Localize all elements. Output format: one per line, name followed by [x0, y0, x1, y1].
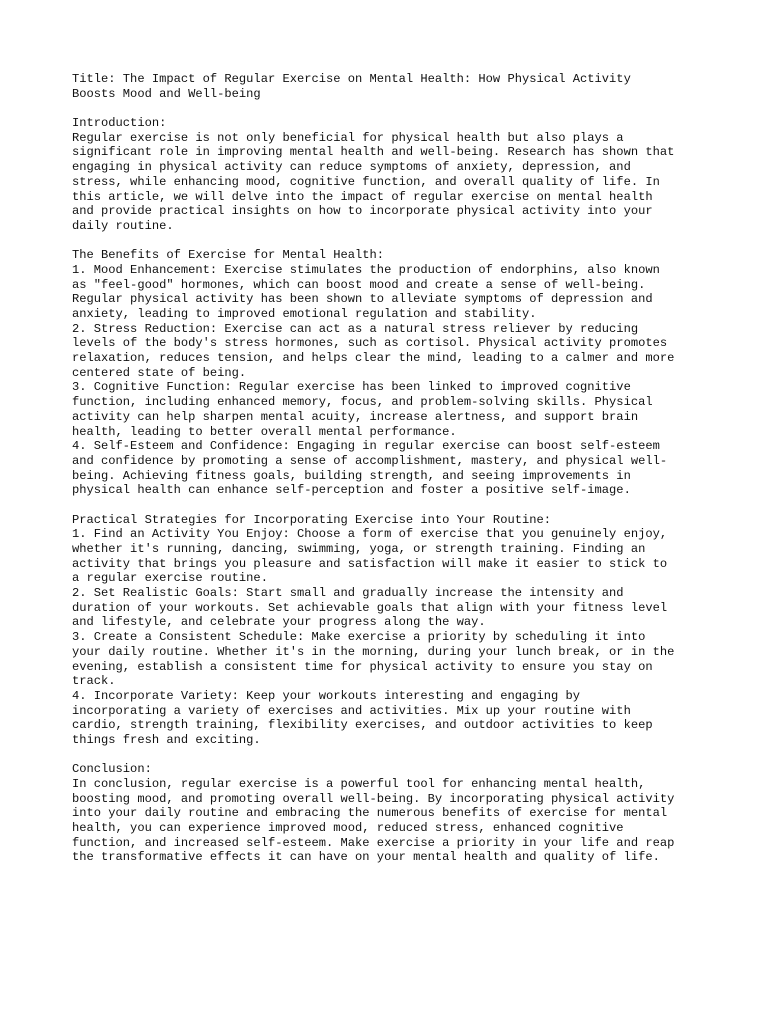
text-line: 4. Self-Esteem and Confidence: Engaging in regular exercise can boost self-esteem: [72, 439, 660, 454]
paragraph-gap: [72, 101, 712, 116]
text-line: Regular physical activity has been shown to alleviate symptoms of depression and: [72, 292, 653, 307]
text-line: centered state of being.: [72, 365, 247, 380]
text-line: into your daily routine and embracing the numerous benefits of exercise for mental: [72, 806, 668, 821]
paragraph-gap: [72, 748, 712, 763]
text-line: health, you can experience improved mood, reduced stress, enhanced cognitive: [72, 821, 624, 836]
text-line: 3. Cognitive Function: Regular exercise has been linked to improved cognitive: [72, 380, 631, 395]
text-line: physical health can enhance self-perception and foster a positive self-image.: [72, 483, 631, 498]
text-line: Regular exercise is not only beneficial for physical health but also plays a: [72, 130, 624, 145]
text-line: boosting mood, and promoting overall well-being. By incorporating physical activity: [72, 791, 675, 806]
section-conclusion: [72, 762, 712, 865]
text-line: whether it's running, dancing, swimming, yoga, or strength training. Finding an: [72, 542, 646, 556]
text-line: 2. Stress Reduction: Exercise can act as a natural stress reliever by reducing: [72, 321, 639, 336]
text-line: cardio, strength training, flexibility exercises, and outdoor activities to keep: [72, 718, 653, 733]
text-line: a regular exercise routine.: [72, 571, 268, 586]
text-line: function, including enhanced memory, focus, and problem-solving skills. Physical: [72, 395, 653, 410]
text-line: this article, we will delve into the impact of regular exercise on mental health: [72, 189, 653, 204]
text-line: being. Achieving fitness goals, building strength, and seeing improvements in: [72, 468, 631, 483]
section-heading: Practical Strategies for Incorporating Exercise into Your Routine:: [72, 512, 551, 527]
text-line: evening, establish a consistent time for physical activity to ensure you stay on: [72, 659, 653, 674]
section-heading: The Benefits of Exercise for Mental Health:: [72, 248, 385, 263]
section-lines: [72, 527, 712, 747]
text-line: and lifestyle, and celebrate your progress along the way.: [72, 615, 486, 630]
section-introduction: [72, 116, 712, 234]
text-line: activity can help sharpen mental acuity, increase alertness, and support brain: [72, 409, 639, 424]
text-line: In conclusion, regular exercise is a powerful tool for enhancing mental health,: [72, 777, 646, 791]
text-line: your daily routine. Whether it's in the morning, during your lunch break, or in the: [72, 644, 675, 659]
text-line: the transformative effects it can have on your mental health and quality of life.: [72, 850, 660, 865]
text-line: as "feel-good" hormones, which can boost mood and create a sense of well-being.: [72, 277, 646, 292]
text-line: daily routine.: [72, 218, 174, 233]
section-lines: [72, 131, 712, 234]
text-line: 3. Create a Consistent Schedule: Make exercise a priority by scheduling it into: [72, 630, 646, 645]
title-line: Title: The Impact of Regular Exercise on Mental Health: How Physical Activity: [72, 72, 631, 86]
document-title: [72, 72, 712, 101]
text-line: duration of your workouts. Set achievable goals that align with your fitness level: [72, 600, 668, 615]
text-line: engaging in physical activity can reduce symptoms of anxiety, depression, and: [72, 160, 631, 175]
section-lines: [72, 263, 712, 498]
text-line: and confidence by promoting a sense of accomplishment, mastery, and physical well-: [72, 453, 668, 468]
text-line: 1. Find an Activity You Enjoy: Choose a form of exercise that you genuinely enjoy,: [72, 527, 668, 542]
paragraph-gap: [72, 234, 712, 249]
text-line: anxiety, leading to improved emotional regulation and stability.: [72, 307, 537, 321]
text-line: health, leading to better overall mental performance.: [72, 424, 457, 439]
section-heading: Conclusion:: [72, 762, 152, 777]
document-body: [72, 72, 712, 865]
text-line: 2. Set Realistic Goals: Start small and gradually increase the intensity and: [72, 586, 624, 601]
text-line: 4. Incorporate Variety: Keep your workouts interesting and engaging by: [72, 688, 581, 703]
text-line: stress, while enhancing mood, cognitive function, and overall quality of life. In: [72, 174, 660, 189]
section-lines: [72, 777, 712, 865]
text-line: relaxation, reduces tension, and helps clear the mind, leading to a calmer and more: [72, 351, 675, 366]
text-line: levels of the body's stress hormones, such as cortisol. Physical activity promotes: [72, 336, 668, 351]
section-strategies: [72, 513, 712, 748]
text-line: incorporating a variety of exercises and activities. Mix up your routine with: [72, 703, 631, 718]
paragraph-gap: [72, 498, 712, 513]
text-line: significant role in improving mental health and well-being. Research has shown that: [72, 145, 675, 160]
section-benefits: [72, 248, 712, 498]
text-line: function, and increased self-esteem. Make exercise a priority in your life and reap: [72, 835, 675, 850]
text-line: and provide practical insights on how to incorporate physical activity into your: [72, 204, 653, 219]
text-line: activity that brings you pleasure and satisfaction will make it easier to stick to: [72, 556, 668, 571]
section-heading: Introduction:: [72, 116, 167, 131]
text-line: 1. Mood Enhancement: Exercise stimulates the production of endorphins, also known: [72, 262, 660, 277]
text-line: track.: [72, 674, 116, 689]
title-line: Boosts Mood and Well-being: [72, 86, 261, 101]
text-line: things fresh and exciting.: [72, 732, 261, 747]
